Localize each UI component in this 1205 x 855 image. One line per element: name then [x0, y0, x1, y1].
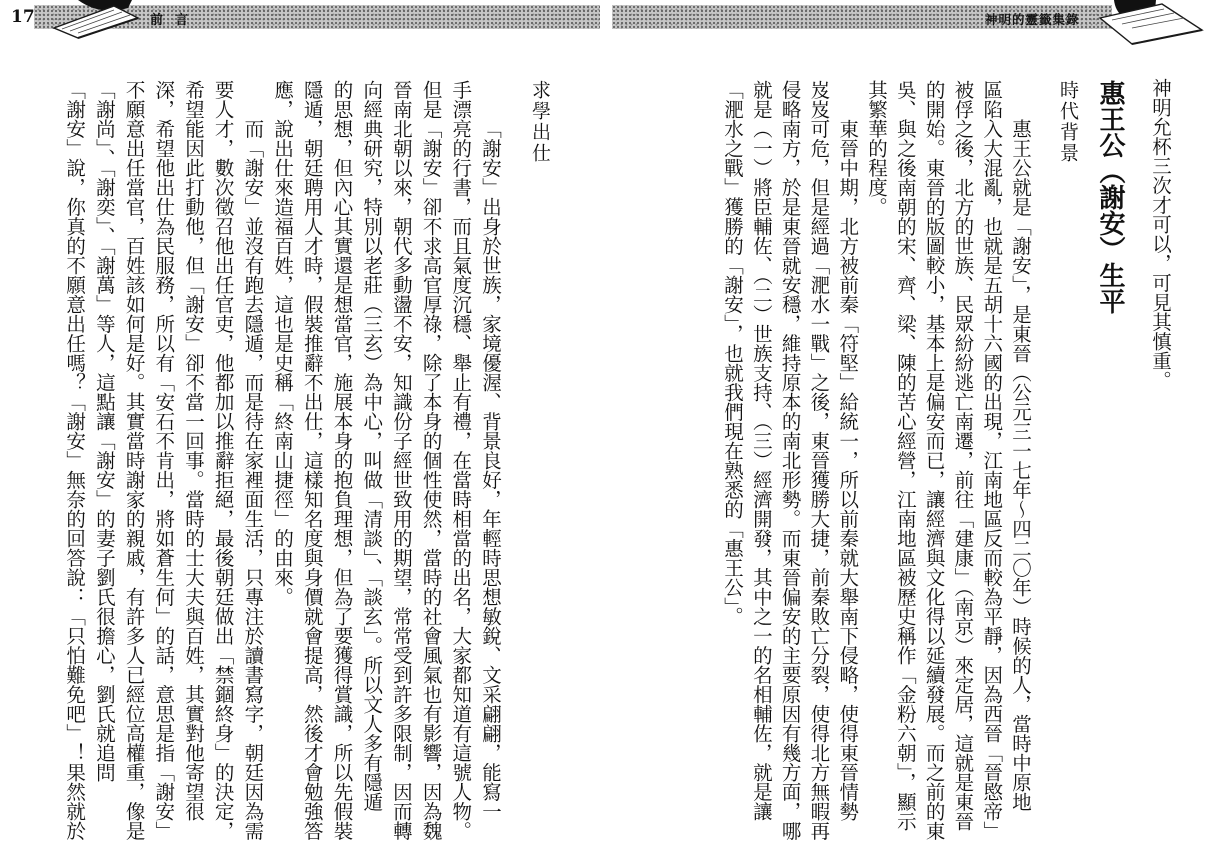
text-column: 而「謝安」並沒有跑去隱遁，而是待在家裡面生活，只專注於讀書寫字，朝廷因為需 — [241, 119, 265, 841]
text-column: 惠王公就是「謝安」，是東晉（公元三一七年～四二〇年）時候的人，當時中原地 — [1009, 119, 1032, 812]
running-title: 前言 — [150, 13, 201, 28]
text-column: 應，說出仕來造福百姓，這也是史稱「終南山捷徑」的由來。 — [271, 80, 295, 607]
text-column: 「謝安」出身於世族，家境優渥、背景良好，年輕時思想敏銳、文采翩翩，能寫一 — [479, 119, 502, 821]
book-ornament-icon — [1092, 0, 1205, 45]
text-column: 隱遁，朝廷聘用人才時，假裝推辭不出仕，這樣知名度與身價就會提高，然後才會勉強答 — [300, 80, 324, 841]
text-column: 被俘之後，北方的世族、民眾紛紛逃亡南遷，前往「建康」（南京）來定居，這就是東晉 — [951, 80, 975, 831]
text-column: 「謝尚」、「謝奕」、「謝萬」等人，這點讓「謝安」的妻子劉氏很擔心，劉氏就追問 — [92, 80, 116, 782]
left-page — [0, 0, 602, 855]
text-column: 深，希望他出仕為民服務，所以有「安石不肯出，將如蒼生何」的話，意思是指「謝安」 — [152, 80, 176, 841]
text-column: 侵略南方，於是東晉就安穩，維持原本的南北形勢。而東晉偏安的主要原因有幾方面，哪 — [778, 80, 802, 841]
text-column: 但是「謝安」卻不求高官厚祿，除了本身的個性使然，當時的社會風氣也有影響，因為魏 — [419, 80, 443, 841]
text-column: 的開始。東晉的版圖較小，基本上是偏安而已，讓經濟與文化得以延續發展。而之前的東 — [922, 80, 946, 841]
carryover-line: 神明允杯三次才可以，可見其慎重。 — [1149, 78, 1172, 390]
section-heading: 求學出仕 — [529, 80, 551, 164]
text-column: 岌岌可危，但是經過「淝水一戰」之後，東晉獲勝大捷，前秦敗亡分裂，使得北方無暇再 — [807, 80, 831, 841]
text-column: 東晉中期，北方被前秦「符堅」給統一，所以前秦就大舉南下侵略，使得東晉情勢 — [836, 119, 860, 821]
page-number: 17 — [11, 7, 35, 27]
text-column: 要人才，數次徵召他出任官吏，他都加以推辭拒絕，最後朝廷做出「禁錮終身」的決定， — [211, 80, 235, 841]
book-ornament-icon — [48, 0, 143, 40]
text-column: 向經典研究，特別以老莊（三玄）為中心，叫做「清談」、「談玄」。所以文人多有隱遁 — [360, 80, 384, 812]
text-column: 手漂亮的行書，而且氣度沉穩、舉止有禮，在當時相當的出名，大家都知道有這號人物。 — [449, 80, 473, 841]
text-column: 希望能因此打動他，但「謝安」卻不當一回事。當時的士大夫與百姓，其實對他寄望很 — [181, 80, 205, 821]
body-text — [59, 80, 505, 850]
text-column: 「謝安」說，你真的不願意出任嗎？「謝安」無奈的回答說：「只怕難免吧」！果然就於 — [63, 80, 87, 841]
text-column: 其繁華的程度。 — [865, 80, 889, 217]
text-column: 區陷入大混亂，也就是五胡十六國的出現，江南地區反而較為平靜，因為西晉「晉愍帝」 — [980, 80, 1004, 841]
text-column: 的思想，但內心其實還是想當官，施展本身的抱負理想，但為了要獲得賞識，所以先假裝 — [330, 80, 354, 841]
text-column: 不願意出任當官，百姓該如何是好。其實當時謝家的親戚，有許多人已經位高權重，像是 — [122, 80, 146, 841]
text-column: 吳、與之後南朝的宋、齊、梁、陳的苦心經營，江南地區被歷史稱作「金粉六朝」，顯示 — [893, 80, 917, 831]
chapter-title: 惠王公（謝安）生平 — [1095, 80, 1125, 314]
text-column: 就是（一）將臣輔佐、（二）世族支持、（三）經濟開發，其中之一的名相輔佐，就是讓 — [749, 80, 773, 821]
running-title: 神明的靈籤集錄 — [985, 12, 1080, 27]
right-page — [602, 0, 1205, 855]
text-column: 「淝水之戰」獲勝的「謝安」，也就我們現在熟悉的「惠王公」。 — [721, 80, 745, 626]
text-column: 晉南北朝以來，朝代多動盪不安，知識份子經世致用的期望，常常受到許多限制，因而轉 — [389, 80, 413, 841]
body-text — [717, 80, 1034, 850]
section-heading: 時代背景 — [1057, 80, 1079, 164]
